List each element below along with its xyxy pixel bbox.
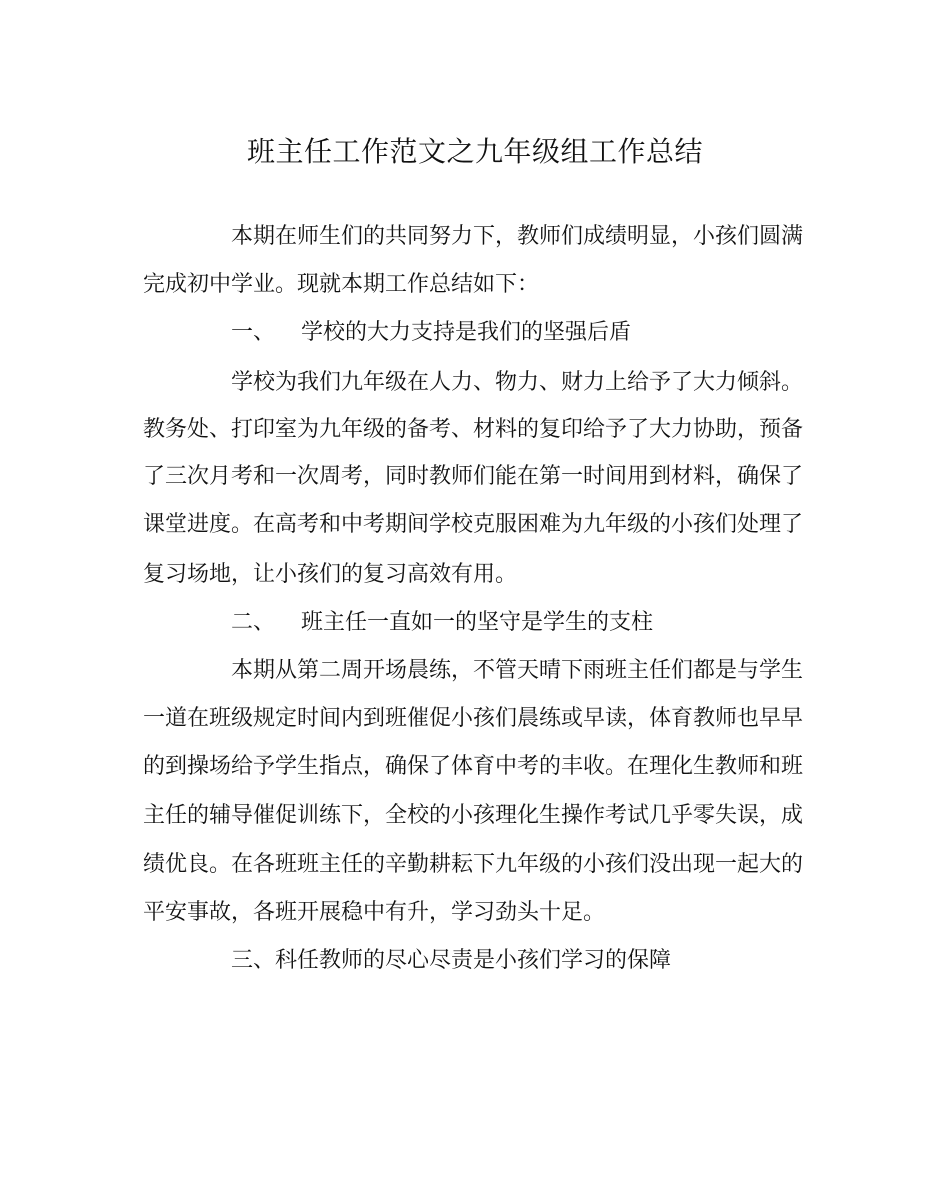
paragraph-line: 完成初中学业。现就本期工作总结如下：	[143, 272, 540, 297]
section-heading: 三、科任教师的尽心尽责是小孩们学习的保障	[231, 948, 672, 973]
section-number: 一、	[231, 320, 276, 345]
paragraph-line: 课堂进度。在高考和中考期间学校克服困难为九年级的小孩们处理了	[143, 512, 804, 537]
paragraph-line: 绩优良。在各班班主任的辛勤耕耘下九年级的小孩们没出现一起大的	[143, 852, 804, 877]
paragraph-line: 了三次月考和一次周考，同时教师们能在第一时间用到材料，确保了	[143, 464, 804, 489]
paragraph-line: 复习场地，让小孩们的复习高效有用。	[143, 562, 518, 587]
paragraph-line: 本期从第二周开场晨练，不管天晴下雨班主任们都是与学生	[231, 658, 804, 683]
paragraph-line: 平安事故，各班开展稳中有升，学习劲头十足。	[143, 900, 606, 925]
section-heading-text: 学校的大力支持是我们的坚强后盾	[301, 320, 632, 345]
paragraph-line: 主任的辅导催促训练下，全校的小孩理化生操作考试几乎零失误，成	[143, 803, 804, 828]
section-heading	[231, 607, 803, 639]
paragraph-line: 一道在班级规定时间内到班催促小孩们晨练或早读，体育教师也早早	[143, 706, 804, 731]
paragraph-line: 学校为我们九年级在人力、物力、财力上给予了大力倾斜。	[231, 370, 804, 395]
document-title: 班主任工作范文之九年级组工作总结	[246, 135, 703, 168]
section-heading-text: 班主任一直如一的坚守是学生的支柱	[301, 610, 654, 635]
section-heading	[231, 317, 803, 349]
paragraph-line: 的到操场给予学生指点，确保了体育中考的丰收。在理化生教师和班	[143, 754, 804, 779]
paragraph-line: 本期在师生们的共同努力下，教师们成绩明显，小孩们圆满	[231, 224, 804, 249]
paragraph-line: 教务处、打印室为九年级的备考、材料的复印给予了大力协助，预备	[143, 417, 804, 442]
section-number: 二、	[231, 610, 276, 635]
